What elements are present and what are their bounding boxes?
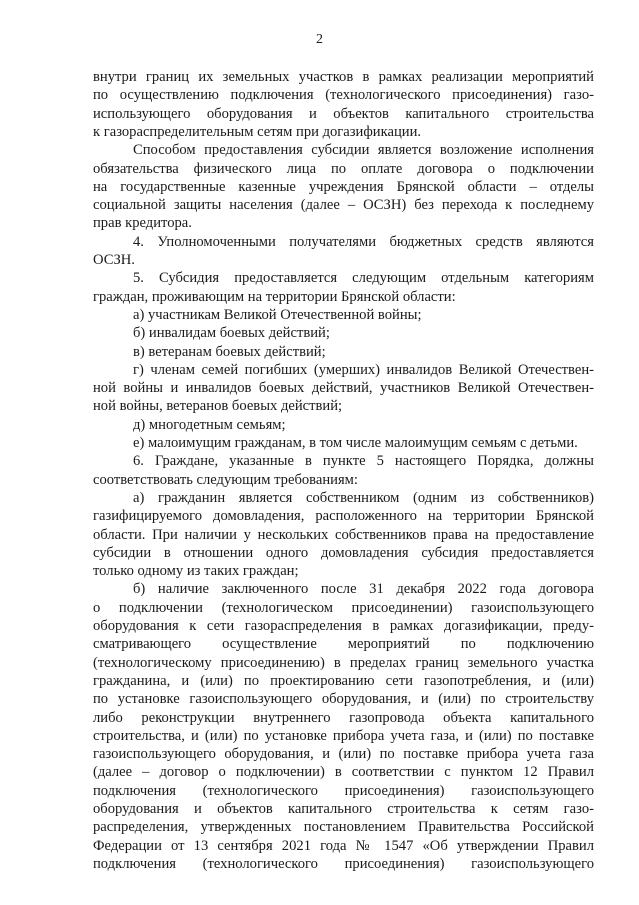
text-line: ОСЗН. bbox=[93, 252, 135, 268]
text-line: подключения (технологического присоединения) газоиспользующего bbox=[93, 782, 594, 799]
text-line: внутри границ их земельных участков в рамках реализации мероприятий bbox=[93, 69, 594, 85]
text-line: Федерации от 13 сентября 2021 года № 1547 «Об утверждении Правил bbox=[93, 837, 594, 854]
text-line: б) наличие заключенного после 31 декабря 2022 года договора bbox=[133, 581, 594, 598]
text-line: (технологическому присоединению) в пределах границ земельного участка bbox=[93, 654, 594, 671]
text-line: 6. Граждане, указанные в пункте 5 настоящего Порядка, должны bbox=[133, 453, 594, 470]
text-line: гражданина, и (или) по проектированию сети газопотребления, и (или) bbox=[93, 672, 594, 689]
text-line: по осуществлению подключения (технологического присоединения) газо- bbox=[93, 87, 594, 104]
text-line: социальной защиты населения (далее – ОСЗН) без перехода к последнему bbox=[93, 197, 594, 214]
text-line: Способом предоставления субсидии является возложение исполнения bbox=[133, 142, 594, 159]
text-line: субсидии в отношении одного домовладения субсидия предоставляется bbox=[93, 544, 594, 561]
text-line: либо реконструкции внутреннего газопровода объекта капитального bbox=[93, 709, 594, 726]
text-line: области. При наличии у нескольких собственников права на предоставление bbox=[93, 526, 594, 543]
text-line: подключения (технологического присоединения) газоиспользующего bbox=[93, 855, 594, 872]
text-line: оборудования к сети газораспределения в рамках догазификации, преду- bbox=[93, 618, 594, 634]
text-line: распределения, утвержденных постановлением Правительства Российской bbox=[93, 819, 594, 836]
text-line: д) многодетным семьям; bbox=[133, 416, 286, 433]
text-line: г) членам семей погибших (умерших) инвалидов Великой Отечествен- bbox=[133, 361, 594, 378]
text-line: е) малоимущим гражданам, в том числе малоимущим семьям с детьми. bbox=[133, 435, 578, 451]
text-line: газоиспользующего оборудования, и (или) по поставке прибора учета газа bbox=[93, 746, 594, 763]
text-line: на государственные казенные учреждения Брянской области – отделы bbox=[93, 178, 594, 195]
text-line: строительства, и (или) по установке прибора учета газа, и (или) по поставке bbox=[93, 727, 594, 744]
text-line: использующего оборудования и объектов капитального строительства bbox=[93, 105, 594, 122]
text-line: сматривающего осуществление мероприятий по подключению bbox=[93, 636, 594, 653]
text-line: прав кредитора. bbox=[93, 215, 192, 232]
text-line: соответствовать следующим требованиям: bbox=[93, 471, 358, 488]
text-line: а) участникам Великой Отечественной войны; bbox=[133, 306, 422, 323]
text-line: (далее – договор о подключении) в соответствии с пунктом 12 Правил bbox=[93, 764, 594, 781]
text-line: обязательства физического лица по оплате договора о подключении bbox=[93, 160, 594, 177]
text-line: к газораспределительным сетям при догазификации. bbox=[93, 123, 422, 140]
text-line: о подключении (технологическом присоединении) газоиспользующего bbox=[93, 599, 594, 616]
text-line: только одному из таких граждан; bbox=[93, 563, 299, 580]
text-line: б) инвалидам боевых действий; bbox=[133, 325, 330, 342]
text-line: а) гражданин является собственником (одним из собственников) bbox=[133, 489, 594, 506]
page-number: 2 bbox=[316, 32, 323, 47]
text-line: газифицируемого домовладения, расположенного на территории Брянской bbox=[93, 508, 594, 525]
text-line: ной войны и инвалидов боевых действий, участников Великой Отечествен- bbox=[93, 380, 594, 397]
text-line: граждан, проживающим на территории Брянской области: bbox=[93, 288, 456, 305]
text-line: по установке газоиспользующего оборудования, и (или) по строительству bbox=[93, 691, 594, 708]
text-line: 4. Уполномоченными получателями бюджетных средств являются bbox=[133, 233, 594, 250]
text-line: в) ветеранам боевых действий; bbox=[133, 343, 326, 360]
text-line: 5. Субсидия предоставляется следующим отдельным категориям bbox=[133, 270, 594, 287]
text-line: оборудования и объектов капитального строительства к сетям газо- bbox=[93, 801, 594, 817]
text-line: ной войны, ветеранов боевых действий; bbox=[93, 398, 343, 415]
